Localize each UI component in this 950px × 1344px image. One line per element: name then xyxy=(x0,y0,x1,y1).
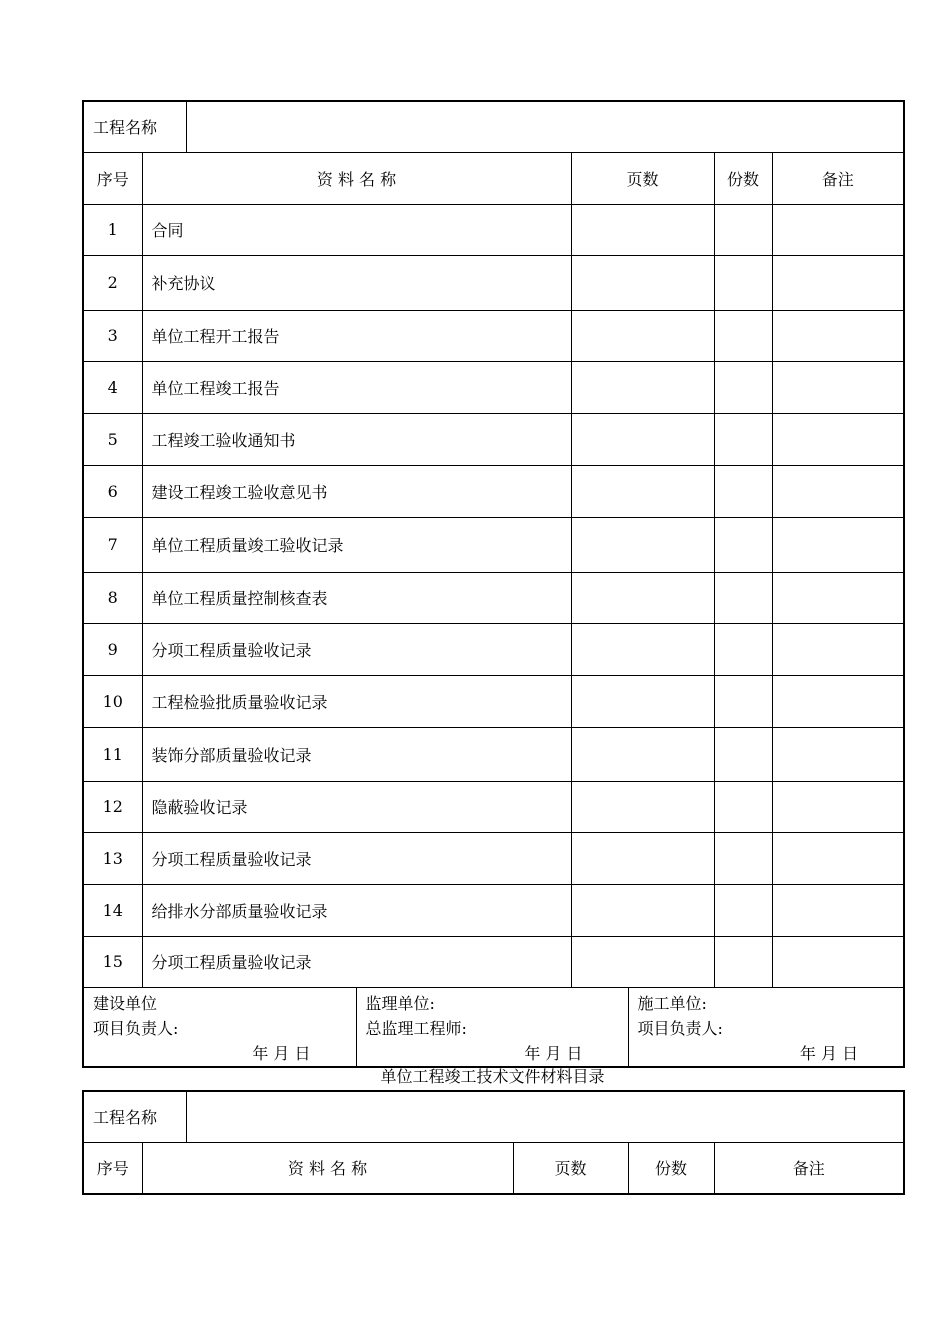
table-row xyxy=(83,727,904,781)
row-remarks xyxy=(772,781,904,832)
table-row xyxy=(83,884,904,936)
row-copies xyxy=(714,623,772,675)
row-copies xyxy=(714,936,772,987)
row-doc-name: 单位工程竣工报告 xyxy=(142,361,571,413)
row-copies xyxy=(714,675,772,727)
row-no: 5 xyxy=(83,413,142,465)
row-remarks xyxy=(772,727,904,781)
table-row xyxy=(83,936,904,987)
header-remarks-2: 备注 xyxy=(714,1142,904,1194)
second-table-title: 单位工程竣工技术文件材料目录 xyxy=(380,1067,605,1086)
row-pages xyxy=(571,781,714,832)
construction-date-label: 年 月 日 xyxy=(252,1043,311,1063)
table-row xyxy=(83,465,904,517)
construction-unit-label: 建设单位 xyxy=(93,993,158,1013)
row-doc-name: 分项工程质量验收记录 xyxy=(142,832,571,884)
row-pages xyxy=(571,572,714,623)
row-remarks xyxy=(772,361,904,413)
row-pages xyxy=(571,204,714,255)
signature-supervision xyxy=(356,987,628,1067)
contractor-date-label: 年 月 日 xyxy=(799,1043,859,1063)
row-copies xyxy=(714,884,772,936)
signature-row xyxy=(83,987,904,1067)
row-doc-name: 单位工程质量竣工验收记录 xyxy=(142,517,571,572)
row-remarks xyxy=(772,936,904,987)
signature-construction xyxy=(83,987,356,1067)
row-doc-name: 隐蔽验收记录 xyxy=(142,781,571,832)
row-doc-name: 补充协议 xyxy=(142,255,571,310)
row-copies xyxy=(714,572,772,623)
table-row xyxy=(83,781,904,832)
header-pages: 页数 xyxy=(571,152,714,204)
row-remarks xyxy=(772,675,904,727)
table-row xyxy=(83,832,904,884)
row-doc-name: 给排水分部质量验收记录 xyxy=(142,884,571,936)
row-doc-name: 建设工程竣工验收意见书 xyxy=(142,465,571,517)
table-row xyxy=(83,572,904,623)
supervision-date-label: 年 月 日 xyxy=(524,1043,583,1063)
project-name-label-2: 工程名称 xyxy=(83,1091,186,1142)
row-remarks xyxy=(772,310,904,361)
row-pages xyxy=(571,517,714,572)
row-doc-name: 单位工程质量控制核查表 xyxy=(142,572,571,623)
table-row xyxy=(83,361,904,413)
row-copies xyxy=(714,361,772,413)
row-remarks xyxy=(772,884,904,936)
header-no-2: 序号 xyxy=(83,1142,142,1194)
row-doc-name: 分项工程质量验收记录 xyxy=(142,936,571,987)
header-name-2: 资 料 名 称 xyxy=(142,1142,513,1194)
row-pages xyxy=(571,675,714,727)
row-no: 6 xyxy=(83,465,142,517)
row-remarks xyxy=(772,832,904,884)
supervision-person-label: 总监理工程师: xyxy=(365,1018,467,1038)
row-pages xyxy=(571,727,714,781)
table-row xyxy=(83,310,904,361)
supervision-unit-label: 监理单位: xyxy=(365,993,435,1013)
row-pages xyxy=(571,884,714,936)
row-doc-name: 单位工程开工报告 xyxy=(142,310,571,361)
row-copies xyxy=(714,517,772,572)
row-copies xyxy=(714,727,772,781)
header-pages-2: 页数 xyxy=(513,1142,628,1194)
row-remarks xyxy=(772,572,904,623)
row-no: 15 xyxy=(83,936,142,987)
project-name-value-2 xyxy=(186,1091,904,1142)
row-pages xyxy=(571,361,714,413)
header-copies-2: 份数 xyxy=(628,1142,714,1194)
project-name-label: 工程名称 xyxy=(83,101,186,152)
row-no: 9 xyxy=(83,623,142,675)
row-no: 2 xyxy=(83,255,142,310)
row-copies xyxy=(714,465,772,517)
table-row xyxy=(83,204,904,255)
table-row xyxy=(83,623,904,675)
contractor-person-label: 项目负责人: xyxy=(637,1018,723,1038)
header-no: 序号 xyxy=(83,152,142,204)
row-no: 11 xyxy=(83,727,142,781)
catalog-table xyxy=(82,100,905,1068)
table-row xyxy=(83,413,904,465)
project-name-value xyxy=(186,101,904,152)
row-pages xyxy=(571,936,714,987)
contractor-unit-label: 施工单位: xyxy=(637,993,707,1013)
table-row xyxy=(83,255,904,310)
header-row xyxy=(83,152,904,204)
row-no: 3 xyxy=(83,310,142,361)
row-doc-name: 分项工程质量验收记录 xyxy=(142,623,571,675)
catalog-table-continued xyxy=(82,1090,905,1195)
signature-contractor xyxy=(628,987,904,1067)
table-row xyxy=(83,517,904,572)
row-doc-name: 合同 xyxy=(142,204,571,255)
row-pages xyxy=(571,623,714,675)
row-no: 13 xyxy=(83,832,142,884)
row-copies xyxy=(714,832,772,884)
row-copies xyxy=(714,204,772,255)
row-remarks xyxy=(772,517,904,572)
row-no: 14 xyxy=(83,884,142,936)
header-copies: 份数 xyxy=(714,152,772,204)
row-pages xyxy=(571,465,714,517)
row-copies xyxy=(714,781,772,832)
header-name: 资 料 名 称 xyxy=(142,152,571,204)
row-remarks xyxy=(772,413,904,465)
row-pages xyxy=(571,413,714,465)
row-copies xyxy=(714,310,772,361)
row-doc-name: 工程竣工验收通知书 xyxy=(142,413,571,465)
row-copies xyxy=(714,255,772,310)
header-remarks: 备注 xyxy=(772,152,904,204)
row-remarks xyxy=(772,465,904,517)
row-remarks xyxy=(772,204,904,255)
row-pages xyxy=(571,310,714,361)
row-no: 4 xyxy=(83,361,142,413)
row-no: 1 xyxy=(83,204,142,255)
row-doc-name: 工程检验批质量验收记录 xyxy=(142,675,571,727)
row-remarks xyxy=(772,623,904,675)
row-no: 7 xyxy=(83,517,142,572)
row-pages xyxy=(571,832,714,884)
row-no: 12 xyxy=(83,781,142,832)
row-no: 8 xyxy=(83,572,142,623)
row-doc-name: 装饰分部质量验收记录 xyxy=(142,727,571,781)
table-row xyxy=(83,675,904,727)
row-remarks xyxy=(772,255,904,310)
row-no: 10 xyxy=(83,675,142,727)
construction-person-label: 项目负责人: xyxy=(93,1018,179,1038)
row-copies xyxy=(714,413,772,465)
header-row-2 xyxy=(83,1142,904,1194)
row-pages xyxy=(571,255,714,310)
